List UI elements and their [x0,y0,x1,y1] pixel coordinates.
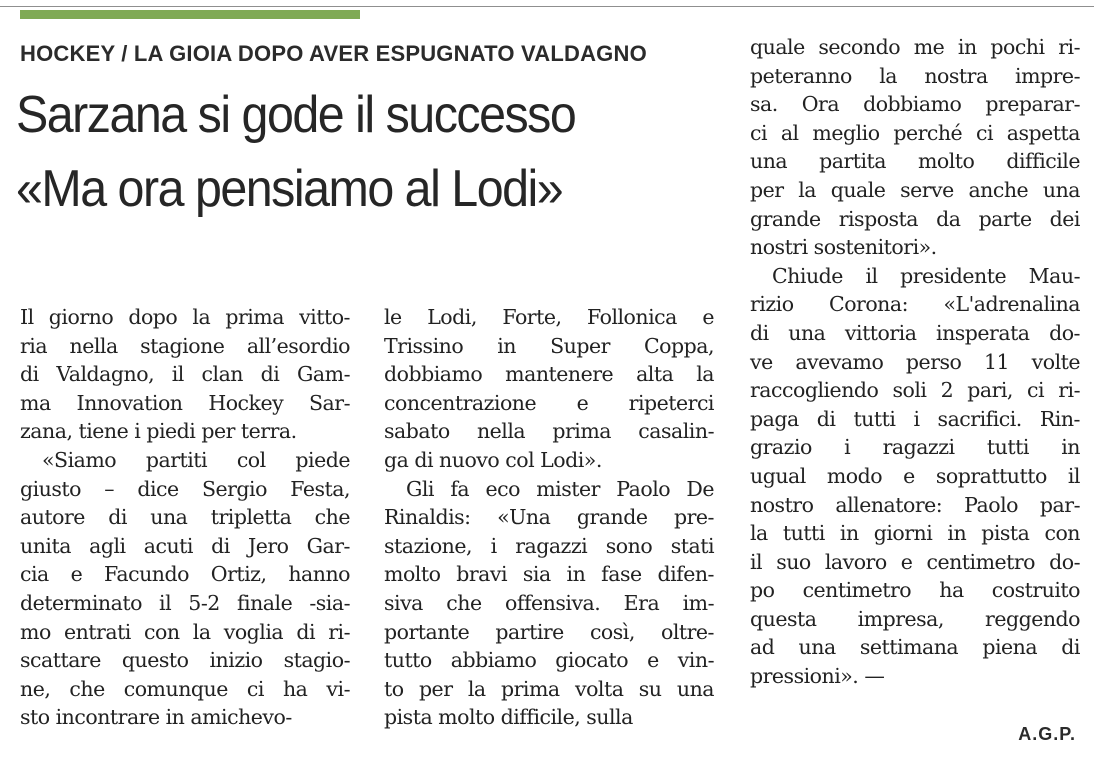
text-line: portante partire così, oltre- [384,619,714,644]
text-line: autore di una tripletta che [20,505,350,530]
article-column-3 [750,33,1080,691]
text-line: ve avevamo perso 11 volte [750,349,1080,374]
text-line: Chiude il presidente Mau- [772,263,1080,288]
text-line: rizio Corona: «L'adrenalina [750,292,1080,317]
text-line: nostro allenatore: Paolo par- [750,492,1080,517]
text-line: quale secondo me in pochi ri- [750,35,1080,59]
text-line: di una vittoria insperata do- [750,320,1080,345]
section-accent-bar [20,10,360,19]
text-line: Gli fa eco mister Paolo De [406,476,714,501]
author-signature: A.G.P. [1018,724,1076,744]
text-line: Rinaldis: «Una grande pre- [384,505,714,530]
text-line: paga di tutti i sacrifici. Rin- [750,406,1080,431]
text-line: sa. Ora dobbiamo preparar- [750,92,1080,117]
text-line: grande risposta da parte dei [750,206,1080,231]
text-line: di Valdagno, il clan di Gam- [20,362,350,387]
text-line: po centimetro ha costruito [750,578,1080,603]
text-line: Il giorno dopo la prima vitto- [20,305,350,329]
text-line: siva che offensiva. Era im- [384,590,714,615]
text-line: «Siamo partiti col piede [42,447,350,472]
article-headline [16,78,686,226]
text-line: ria nella stagione all’esordio [20,333,350,358]
text-line: ne, che comunque ci ha vi- [20,676,350,701]
text-line: le Lodi, Forte, Follonica e [384,305,714,329]
text-line: zana, tiene i piedi per terra. [20,419,297,444]
text-line: peteranno la nostra impre- [750,63,1080,88]
text-line: una partita molto difficile [750,149,1080,174]
text-line: sto incontrare in amichevo- [20,705,292,730]
text-line: nostri sostenitori». [750,235,937,260]
text-line: scattare questo inizio stagio- [20,648,350,673]
text-line: mo entrati con la voglia di ri- [20,619,350,644]
headline-line-2: «Ma ora pensiamo al Lodi» [16,160,563,218]
text-line: tutto abbiamo giocato e vin- [384,648,714,673]
text-line: ga di nuovo col Lodi». [384,447,602,472]
article-column-1 [20,303,350,732]
text-line: questa impresa, reggendo [750,606,1080,631]
text-line: pressioni». — [750,664,885,689]
text-line: determinato il 5-2 finale -sia- [20,590,350,615]
text-line: sabato nella prima casalin- [384,419,714,444]
article-kicker: HOCKEY / LA GIOIA DOPO AVER ESPUGNATO VALDAGNO [20,41,647,66]
headline-line-1: Sarzana si gode il successo [16,86,576,144]
text-line: la tutti in giorni in pista con [750,521,1080,546]
text-line: unita agli acuti di Jero Gar- [20,533,350,558]
text-line: stazione, i ragazzi sono stati [384,533,714,558]
text-line: molto bravi sia in fase difen- [384,562,714,587]
text-line: concentrazione e ripeterci [384,390,714,415]
top-rule [0,6,1094,7]
text-line: ma Innovation Hockey Sar- [20,390,350,415]
text-line: cia e Facundo Ortiz, hanno [20,562,350,587]
text-line: il suo lavoro e centimetro do- [750,549,1080,574]
text-line: ci al meglio perché ci aspetta [750,120,1080,145]
text-line: to per la prima volta su una [384,676,714,701]
text-line: ad una settimana piena di [750,635,1080,660]
text-line: grazio i ragazzi tutti in [750,435,1080,460]
text-line: Trissino in Super Coppa, [384,333,714,358]
text-line: raccogliendo soli 2 pari, ci ri- [750,378,1080,403]
text-line: pista molto difficile, sulla [384,705,633,730]
text-line: giusto – dice Sergio Festa, [20,476,350,501]
text-line: ugual modo e soprattutto il [750,463,1080,488]
article-column-2 [384,303,714,732]
text-line: dobbiamo mantenere alta la [384,362,714,387]
text-line: per la quale serve anche una [750,177,1080,202]
